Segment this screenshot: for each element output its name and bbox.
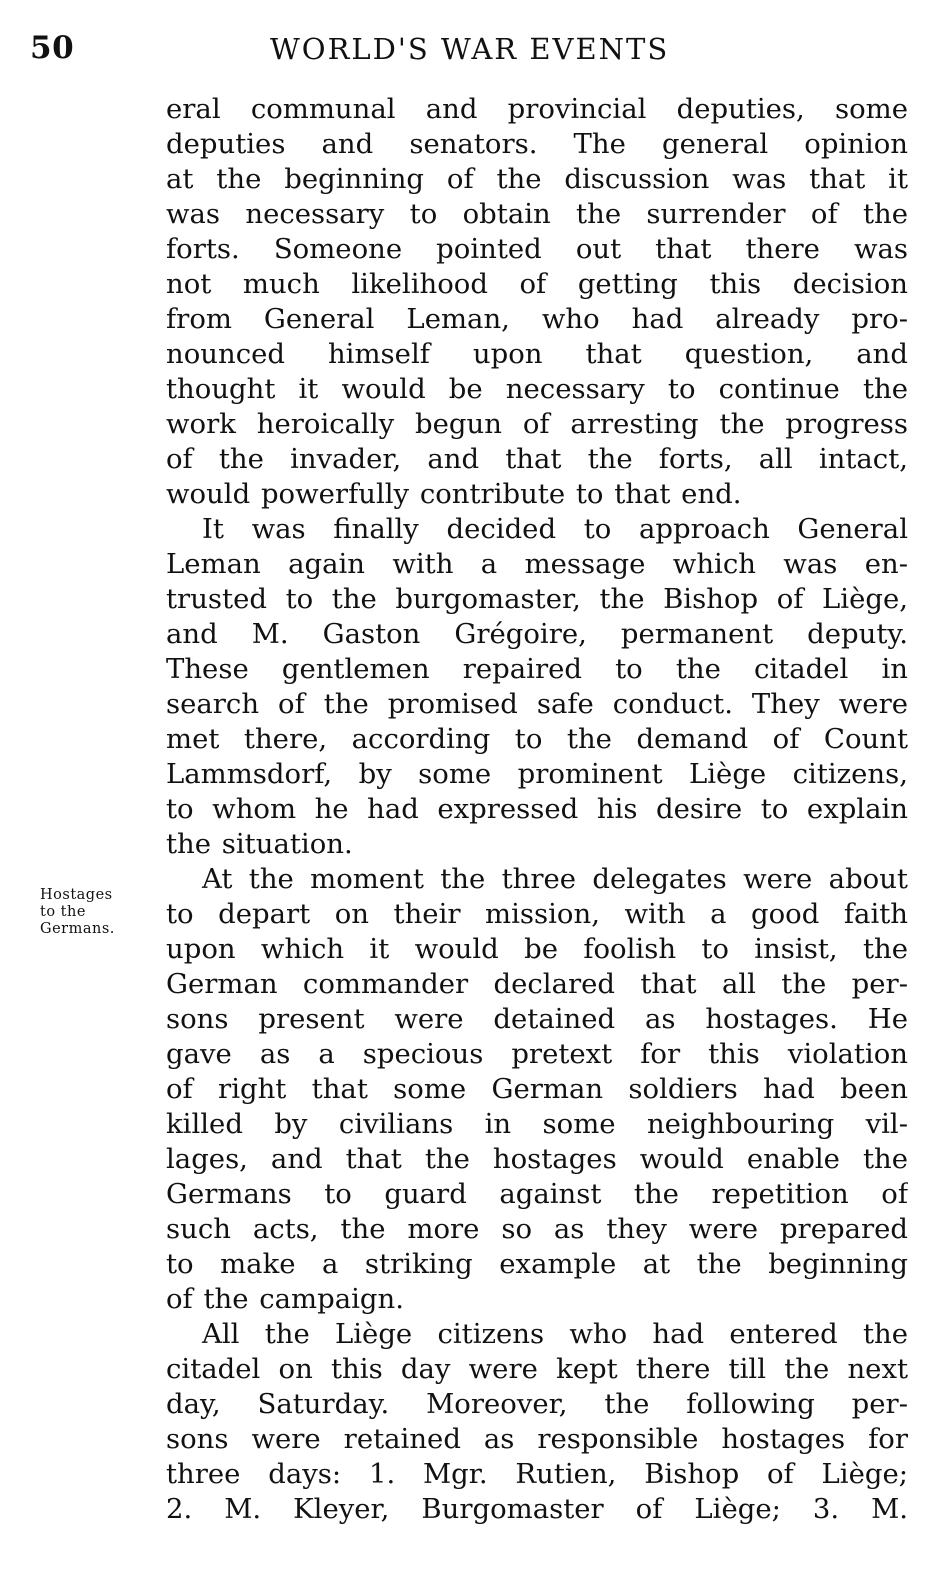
- text-line: forts. Someone pointed out that there was: [166, 233, 908, 265]
- paragraph: [166, 862, 908, 1317]
- text-line: All the Liège citizens who had entered the: [202, 1318, 908, 1350]
- text-line: from General Leman, who had already pro-: [166, 303, 908, 335]
- body-text: [166, 92, 908, 1527]
- text-line: not much likelihood of getting this decision: [166, 268, 908, 300]
- text-line: was necessary to obtain the surrender of the: [166, 198, 908, 230]
- text-line: sons present were detained as hostages. He: [166, 1003, 908, 1035]
- text-line: These gentlemen repaired to the citadel in: [166, 653, 908, 685]
- running-title: WORLD'S WAR EVENTS: [270, 32, 670, 66]
- text-line: lages, and that the hostages would enable the: [166, 1143, 908, 1175]
- text-line: German commander declared that all the per-: [166, 968, 908, 1000]
- paragraph: [166, 1317, 908, 1527]
- page-number: 50: [30, 30, 75, 66]
- text-line: to depart on their mission, with a good faith: [166, 898, 908, 930]
- text-line: at the beginning of the discussion was that it: [166, 163, 908, 195]
- margin-note-line: to the: [40, 904, 86, 920]
- text-line: 2. M. Kleyer, Burgomaster of Liège; 3. M.: [166, 1493, 908, 1525]
- text-line: At the moment the three delegates were about: [202, 863, 908, 895]
- text-line: Germans to guard against the repetition of: [166, 1178, 908, 1210]
- text-line: nounced himself upon that question, and: [166, 338, 908, 370]
- text-line: gave as a specious pretext for this violation: [166, 1038, 908, 1070]
- text-line: search of the promised safe conduct. They were: [166, 688, 908, 720]
- margin-note: [40, 887, 115, 938]
- text-line: work heroically begun of arresting the progress: [166, 408, 908, 440]
- text-line: such acts, the more so as they were prepared: [166, 1213, 908, 1245]
- text-line: deputies and senators. The general opinion: [166, 128, 908, 160]
- text-line: trusted to the burgomaster, the Bishop of Liège,: [166, 583, 908, 615]
- text-line: sons were retained as responsible hostages for: [166, 1423, 908, 1455]
- text-line: to make a striking example at the beginning: [166, 1248, 908, 1280]
- text-line: upon which it would be foolish to insist, the: [166, 933, 908, 965]
- text-line: of right that some German soldiers had been: [166, 1073, 908, 1105]
- text-line: day, Saturday. Moreover, the following per-: [166, 1388, 908, 1420]
- text-line: eral communal and provincial deputies, some: [166, 93, 908, 125]
- text-line: of the campaign.: [166, 1283, 404, 1315]
- paragraph: [166, 92, 908, 512]
- paragraph: [166, 512, 908, 862]
- text-line: citadel on this day were kept there till the next: [166, 1353, 908, 1385]
- margin-note-line: Hostages: [40, 887, 113, 903]
- text-line: met there, according to the demand of Count: [166, 723, 908, 755]
- margin-note-line: Germans.: [40, 921, 115, 937]
- text-line: Leman again with a message which was en-: [166, 548, 908, 580]
- page-header: [30, 30, 920, 74]
- text-line: to whom he had expressed his desire to explain: [166, 793, 908, 825]
- text-line: Lammsdorf, by some prominent Liège citizens,: [166, 758, 908, 790]
- text-line: It was finally decided to approach General: [202, 513, 908, 545]
- text-line: of the invader, and that the forts, all intact,: [166, 443, 908, 475]
- text-line: thought it would be necessary to continue the: [166, 373, 908, 405]
- text-line: and M. Gaston Grégoire, permanent deputy.: [166, 618, 908, 650]
- text-line: killed by civilians in some neighbouring vil-: [166, 1108, 908, 1140]
- text-line: three days: 1. Mgr. Rutien, Bishop of Liège;: [166, 1458, 908, 1490]
- text-line: the situation.: [166, 828, 353, 860]
- text-line: would powerfully contribute to that end.: [166, 478, 742, 510]
